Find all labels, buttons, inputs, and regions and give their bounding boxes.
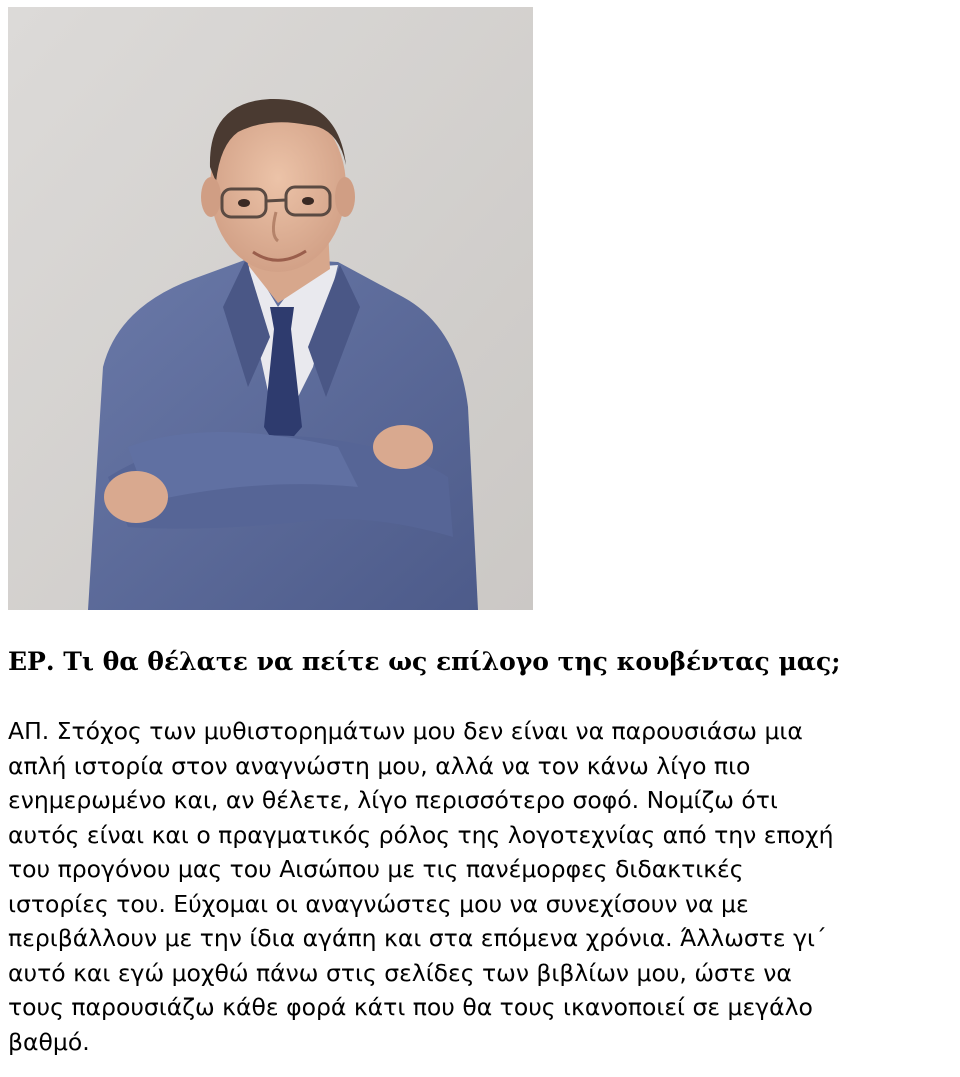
answer-line: περιβάλλουν με την ίδια αγάπη και στα επόμενα χρόνια. Άλλωστε γι΄ (8, 924, 827, 952)
answer-line: ενημερωμένο και, αν θέλετε, λίγο περισσότερο σοφό. Νομίζω ότι (8, 786, 778, 814)
author-portrait (8, 7, 533, 610)
answer-line: του προγόνου μας του Αισώπου με τις πανέμορφες διδακτικές (8, 855, 744, 883)
answer-line: αυτό και εγώ μοχθώ πάνω στις σελίδες των βιβλίων μου, ώστε να (8, 958, 792, 987)
answer-line: αυτός είναι και ο πραγματικός ρόλος της λογοτεχνίας από την εποχή (8, 820, 834, 849)
answer-line: βαθμό. (8, 1027, 90, 1056)
interview-question: ΕΡ. Τι θα θέλατε να πείτε ως επίλογο της κουβέντας μας; (8, 647, 841, 676)
portrait-illustration (8, 7, 533, 610)
answer-line: απλή ιστορία στον αναγνώστη μου, αλλά να τον κάνω λίγο πιο (8, 751, 751, 780)
interview-answer (8, 714, 956, 1059)
answer-line: ιστορίες του. Εύχομαι οι αναγνώστες μου να συνεχίσουν να με (8, 889, 749, 918)
answer-line: τους παρουσιάζω κάθε φορά κάτι που θα τους ικανοποιεί σε μεγάλο (8, 993, 813, 1021)
answer-line: ΑΠ. Στόχος των μυθιστορημάτων μου δεν είναι να παρουσιάσω μια (8, 717, 803, 745)
